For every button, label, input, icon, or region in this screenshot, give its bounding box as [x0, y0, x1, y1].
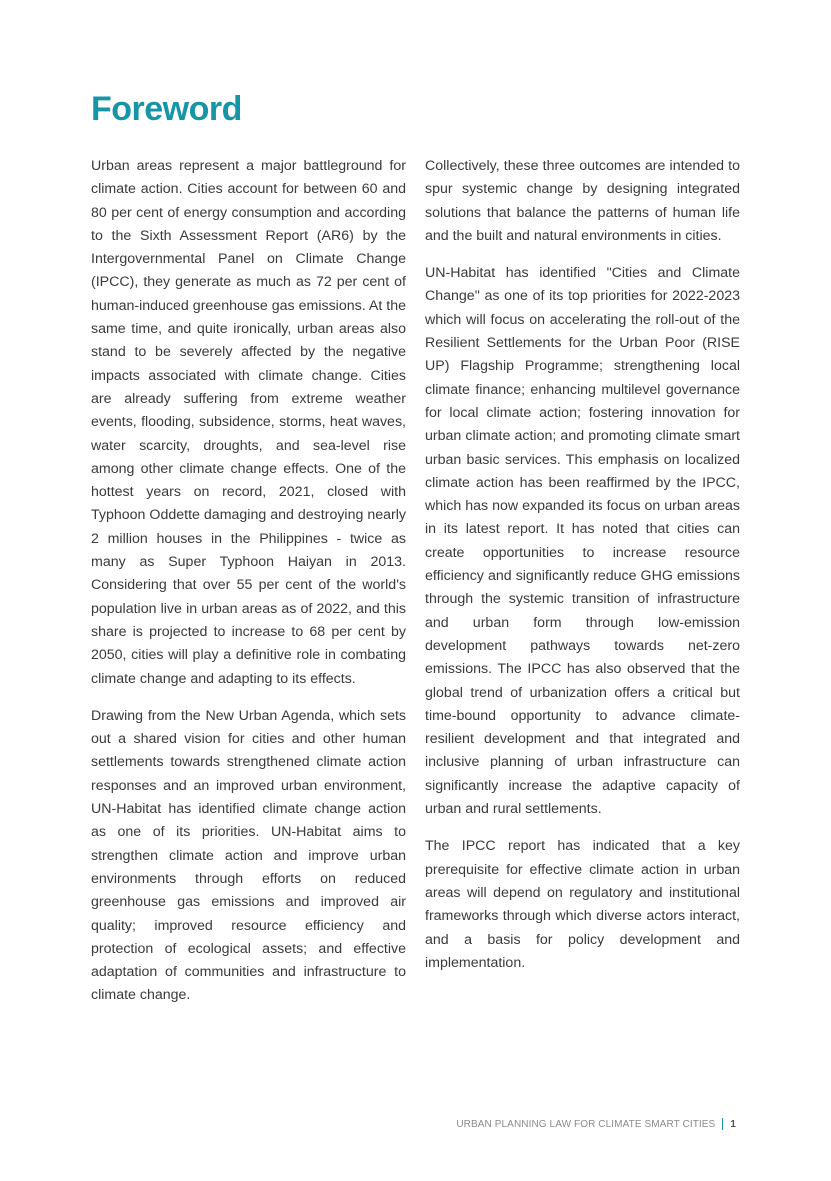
paragraph: Collectively, these three outcomes are intended to spur systemic change by designing integrated solutions that balance the patterns of human life and the built and natural environments in cities.: [425, 158, 740, 244]
running-title: URBAN PLANNING LAW FOR CLIMATE SMART CITIES: [456, 1118, 716, 1130]
page-title: Foreword: [91, 90, 242, 128]
paragraph: Drawing from the New Urban Agenda, which sets out a shared vision for cities and other human settlements towards strengthened climate action responses and an improved urban environment, UN-Habitat has identified climate change action as one of its priorities. UN-Habitat aims to strengthen climate action and improve urban environments through efforts on reduced greenhouse gas emissions and improved air quality; improved resource efficiency and protection of ecological assets; and effective adaptation of communities and infrastructure to climate change.: [91, 707, 406, 1004]
paragraph: UN-Habitat has identified "Cities and Climate Change" as one of its top priorities for 2022-2023 which will focus on accelerating the roll-out of the Resilient Settlements for the Urban Poor (RISE UP) Flagship Programme; strengthening local climate finance; enhancing multilevel governance for local climate action; fostering innovation for urban climate action; and promoting climate smart urban basic services. This emphasis on localized climate action has been reaffirmed by the IPCC, which has now expanded its focus on urban areas in its latest report. It has noted that cities can create opportunities to increase resource efficiency and significantly reduce GHG emissions through the systemic transition of infrastructure and urban form through low-emission development pathways towards net-zero emissions. The IPCC has also observed that the global trend of urbanization offers a critical but time-bound opportunity to advance climate-resilient development and that integrated and inclusive planning of urban infrastructure can significantly increase the adaptive capacity of urban and rural settlements.: [425, 265, 740, 818]
paragraph: The IPCC report has indicated that a key prerequisite for effective climate action in urban areas will depend on regulatory and institutional frameworks through which diverse actors interact, and a basis for policy development and implementation.: [425, 838, 740, 971]
page-number: 1: [730, 1118, 736, 1130]
paragraph: Urban areas represent a major battleground for climate action. Cities account for between 60 and 80 per cent of energy consumption and according to the Sixth Assessment Report (AR6) by the Intergovernmental Panel on Climate Change (IPCC), they generate as much as 72 per cent of human-induced greenhouse gas emissions. At the same time, and quite ironically, urban areas also stand to be severely affected by the negative impacts associated with climate change. Cities are already suffering from extreme weather events, flooding, subsidence, storms, heat waves, water scarcity, droughts, and sea-level rise among other climate change effects. One of the hottest years on record, 2021, closed with Typhoon Oddette damaging and destroying nearly 2 million houses in the Philippines - twice as many as Super Typhoon Haiyan in 2013. Considering that over 55 per cent of the world's population live in urban areas as of 2022, and this share is projected to increase to 68 per cent by 2050, cities will play a definitive role in combating climate change and adapting to its effects.: [91, 158, 406, 687]
right-column: [425, 155, 740, 989]
footer-divider: [722, 1118, 723, 1130]
left-column: [91, 155, 406, 1022]
page-footer: [456, 1118, 736, 1130]
